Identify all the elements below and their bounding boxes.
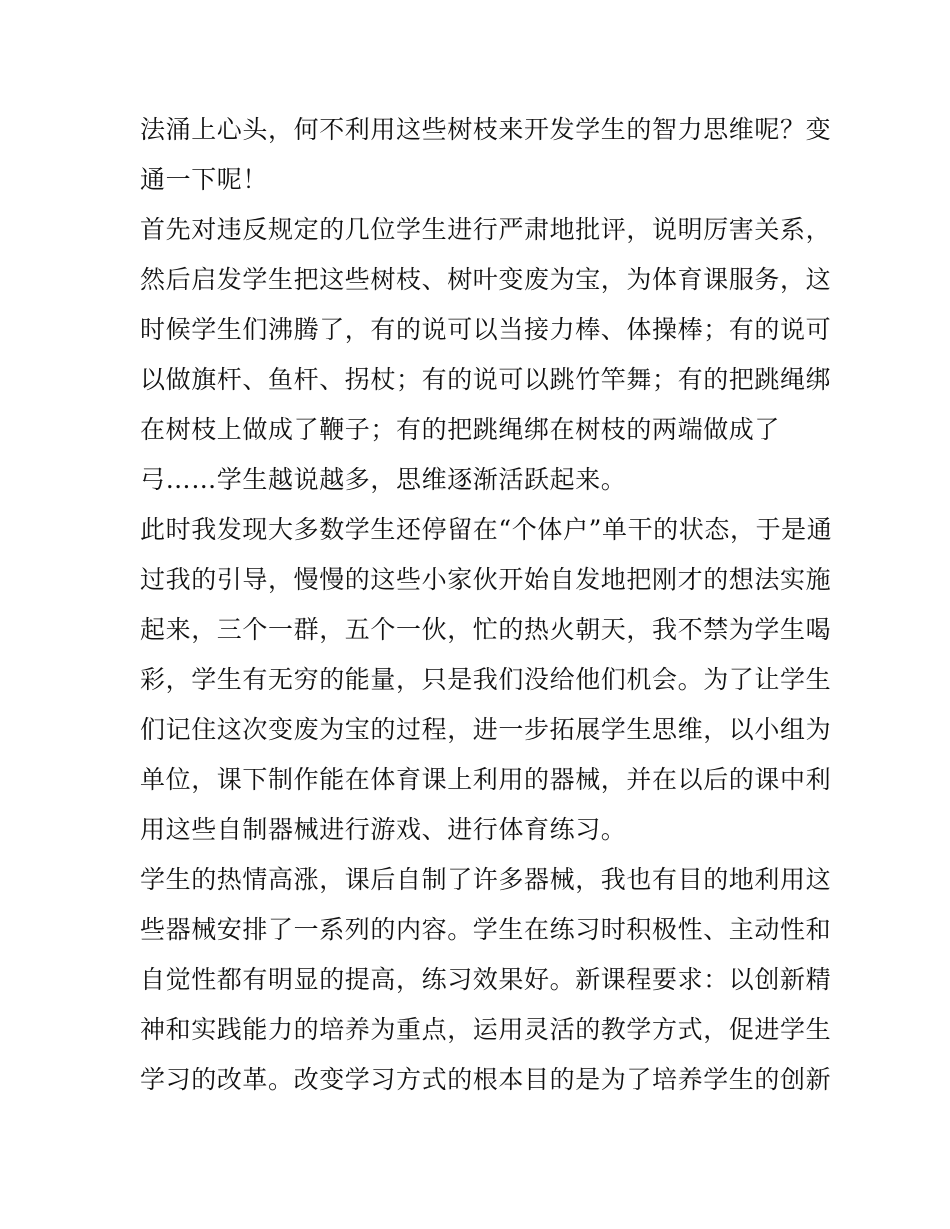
text-line: 自觉性都有明显的提高，练习效果好。新课程要求：以创新精 xyxy=(140,965,832,994)
text-line: 此时我发现大多数学生还停留在“个体户”单干的状态，于是通 xyxy=(140,515,833,544)
text-line: 在树枝上做成了鞭子；有的把跳绳绑在树枝的两端做成了 xyxy=(140,415,781,444)
text-line: 学生的热情高涨，课后自制了许多器械，我也有目的地利用这 xyxy=(140,865,832,894)
text-line: 通一下呢！ xyxy=(140,165,269,194)
text-line: 起来，三个一群，五个一伙，忙的热火朝天，我不禁为学生喝 xyxy=(140,615,832,644)
text-line: 用这些自制器械进行游戏、进行体育练习。 xyxy=(140,815,627,844)
text-line: 首先对违反规定的几位学生进行严肃地批评，说明厉害关系， xyxy=(140,215,832,244)
text-line: 然后启发学生把这些树枝、树叶变废为宝，为体育课服务，这 xyxy=(140,265,832,294)
text-line: 法涌上心头，何不利用这些树枝来开发学生的智力思维呢？变 xyxy=(140,115,832,144)
text-line: 们记住这次变废为宝的过程，进一步拓展学生思维，以小组为 xyxy=(140,715,832,744)
text-line: 学习的改革。改变学习方式的根本目的是为了培养学生的创新 xyxy=(140,1065,832,1094)
text-line: 以做旗杆、鱼杆、拐杖；有的说可以跳竹竿舞；有的把跳绳绑 xyxy=(140,365,832,394)
paragraph-4 xyxy=(140,855,832,1105)
text-line: 单位，课下制作能在体育课上利用的器械，并在以后的课中利 xyxy=(140,765,832,794)
paragraph-3 xyxy=(140,505,833,855)
text-line: 彩，学生有无穷的能量，只是我们没给他们机会。为了让学生 xyxy=(140,665,832,694)
text-line: 神和实践能力的培养为重点，运用灵活的教学方式，促进学生 xyxy=(140,1015,832,1044)
text-line: 时候学生们沸腾了，有的说可以当接力棒、体操棒；有的说可 xyxy=(140,315,832,344)
document-body xyxy=(140,105,833,1105)
paragraph-2 xyxy=(140,205,832,505)
text-line: 过我的引导，慢慢的这些小家伙开始自发地把刚才的想法实施 xyxy=(140,565,832,594)
paragraph-1 xyxy=(140,105,832,205)
text-line: 些器械安排了一系列的内容。学生在练习时积极性、主动性和 xyxy=(140,915,832,944)
text-line: 弓……学生越说越多，思维逐渐活跃起来。 xyxy=(140,465,627,494)
